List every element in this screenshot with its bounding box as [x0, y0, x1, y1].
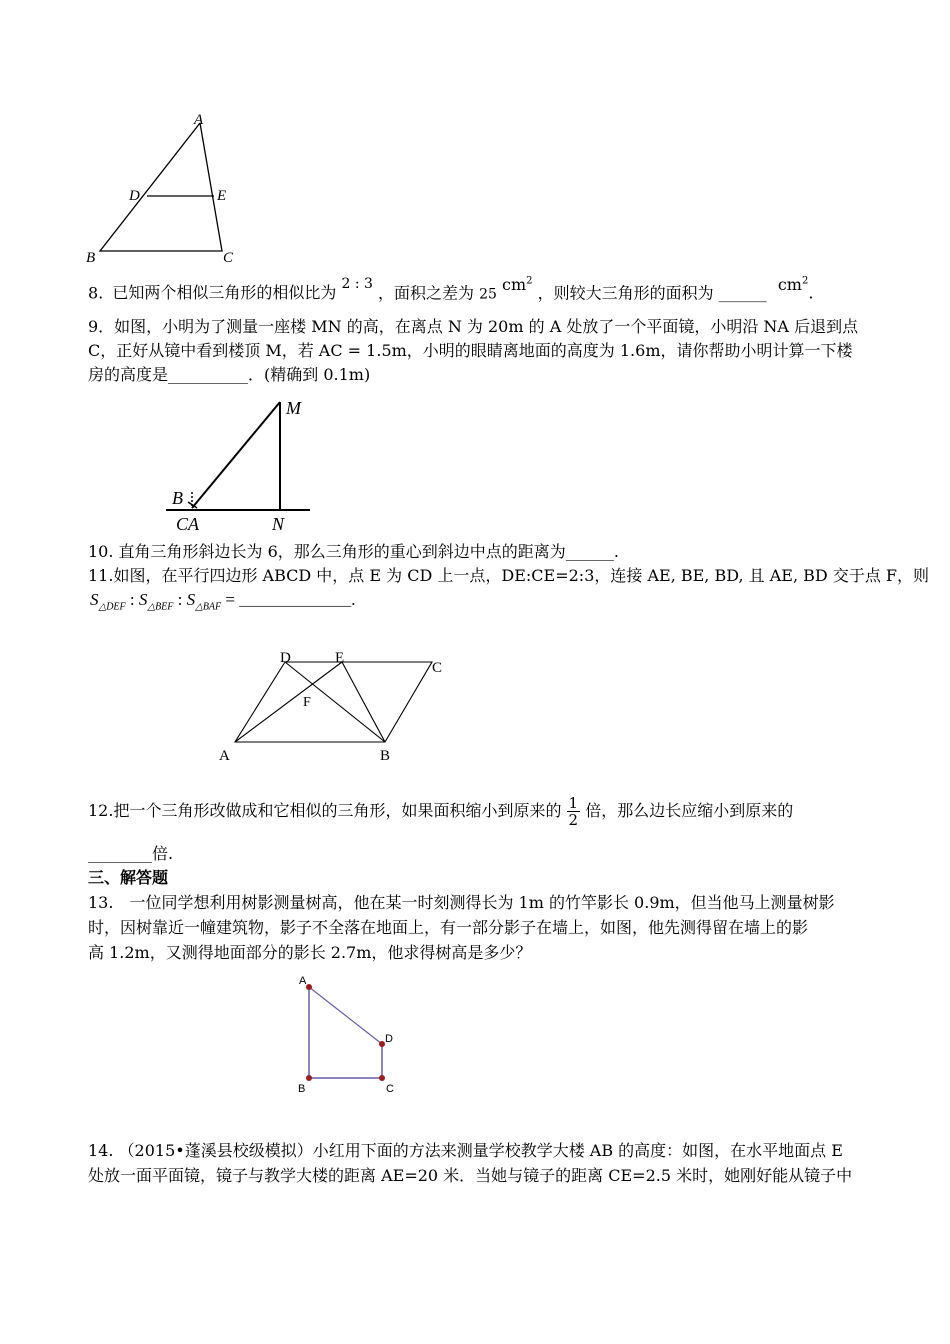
subscript-bef: △BEF: [147, 601, 174, 613]
question-13-line-1: 13. 一位同学想利用树影测量树高，他在某一时刻测得长为 1m 的竹竿影长 0.9m，但当他马上测量树影: [88, 893, 835, 912]
answer-blank-10[interactable]: ______: [565, 542, 614, 561]
question-12-text-1: 12.把一个三角形改做成和它相似的三角形，如果面积缩小到原来的: [88, 801, 562, 820]
label-b: B: [380, 748, 391, 764]
question-8-text-2: ，面积之差为: [378, 283, 475, 303]
label-c: C: [223, 250, 234, 266]
label-f: F: [303, 695, 311, 710]
answer-blank-12[interactable]: ________: [88, 844, 152, 863]
label-d: D: [129, 188, 140, 204]
label-b: B: [298, 1083, 306, 1095]
question-13: [88, 890, 835, 965]
segment-ae: [235, 662, 342, 742]
question-8-text-1: 已知两个相似三角形的相似比为: [112, 283, 337, 303]
unit-cm-2: $cm^2$: [777, 275, 809, 295]
answer-blank-8[interactable]: ______: [718, 283, 767, 303]
period: .: [613, 542, 619, 561]
label-c: C: [386, 1083, 394, 1095]
question-8: [88, 275, 814, 306]
figure-parallelogram-abcd: [210, 648, 450, 768]
question-9-line-3: 房的高度是__________．(精确到 0.1m): [88, 365, 371, 384]
segment-be: [342, 662, 385, 742]
label-a: A: [219, 748, 230, 764]
question-12-text-2: 倍，那么边长应缩小到原来的: [585, 801, 794, 820]
question-12-line-2: [88, 842, 173, 866]
question-12-text-3: 倍.: [152, 844, 174, 863]
label-e: E: [335, 650, 345, 666]
question-number: 8.: [88, 283, 104, 303]
area-ratio-expression: [90, 590, 355, 612]
question-14: [88, 1138, 852, 1188]
parallelogram-abcd: [235, 662, 432, 742]
unit-cm-1: $cm^2$: [502, 275, 533, 295]
symbol-s: S: [90, 590, 99, 609]
point-b: [306, 1075, 312, 1081]
figure-building-mn: [160, 392, 320, 537]
answer-blank-11[interactable]: ________________: [239, 594, 352, 609]
triangle-abc: [100, 123, 222, 251]
figure-triangle-abc: [80, 108, 240, 268]
label-n: N: [272, 514, 285, 534]
question-13-line-3: 高 1.2m，又测得地面部分的影长 2.7m，他求得树高是多少？: [88, 943, 532, 962]
question-13-line-2: 时，因树靠近一幢建筑物，影子不全落在地面上，有一部分影子在墙上，如图，他先测得留在墙上的影: [88, 918, 809, 937]
section-title: 三、解答题: [88, 868, 169, 887]
subscript-def: △DEF: [98, 601, 126, 613]
symbol-s: S: [186, 590, 196, 609]
period: .: [808, 283, 814, 303]
label-d: D: [385, 1033, 393, 1045]
question-12: [88, 795, 793, 828]
ratio: 2 : 3: [341, 276, 373, 293]
label-e: E: [217, 188, 227, 204]
answer-blank-9[interactable]: __________: [168, 365, 249, 384]
subscript-baf: △BAF: [195, 601, 222, 613]
colon: :: [129, 590, 135, 609]
equals-sign: =: [225, 590, 235, 609]
label-b: B: [172, 488, 183, 508]
symbol-s: S: [138, 590, 148, 609]
question-14-line-2: 处放一面平面镜，镜子与教学大楼的距离 AE=20 米．当她与镜子的距离 CE=2.5 米时，她刚好能从镜子中: [88, 1166, 853, 1185]
label-c: C: [432, 660, 443, 676]
question-10-text: 10. 直角三角形斜边长为 6，那么三角形的重心到斜边中点的距离为: [88, 542, 566, 561]
label-ca: CA: [176, 514, 200, 534]
question-8-text-3: ，则较大三角形的面积为: [537, 283, 714, 303]
fraction-one-half: $\frac{1}{2}$: [568, 794, 579, 829]
question-11-line-1: 11.如图，在平行四边形 ABCD 中，点 E 为 CD 上一点，DE:CE=2:3，连接 AE, BE, BD, 且 AE, BD 交于点 F，则: [88, 566, 930, 585]
figure-tree-wall: [290, 970, 410, 1100]
label-a: A: [194, 112, 204, 128]
label-d: D: [280, 650, 291, 666]
period: .: [351, 590, 356, 609]
question-9-line-1: 9．如图，小明为了测量一座楼 MN 的高，在离点 N 为 20m 的 A 处放了一个平面镜，小明沿 NA 后退到点: [88, 317, 859, 336]
point-a: [306, 984, 312, 990]
question-9-line-2: C，正好从镜中看到楼顶 M，若 AC = 1.5m，小明的眼睛离地面的高度为 1.6m，请你帮助小明计算一下楼: [88, 341, 853, 360]
colon: :: [177, 590, 183, 609]
point-c: [379, 1075, 385, 1081]
question-9: [88, 315, 858, 387]
question-10: [88, 540, 619, 564]
label-a: A: [299, 975, 307, 987]
label-b: B: [86, 250, 96, 266]
label-m: M: [286, 398, 301, 418]
area-value: 25: [479, 286, 497, 303]
question-11: [88, 564, 929, 588]
question-14-line-1: 14. （2015•蓬溪县校级模拟）小红用下面的方法来测量学校教学大楼 AB 的高度：如图，在水平地面点 E: [88, 1141, 843, 1160]
sun-ray-ad: [309, 987, 382, 1044]
segment-bd: [285, 662, 385, 742]
reflection-ray: [192, 402, 280, 508]
